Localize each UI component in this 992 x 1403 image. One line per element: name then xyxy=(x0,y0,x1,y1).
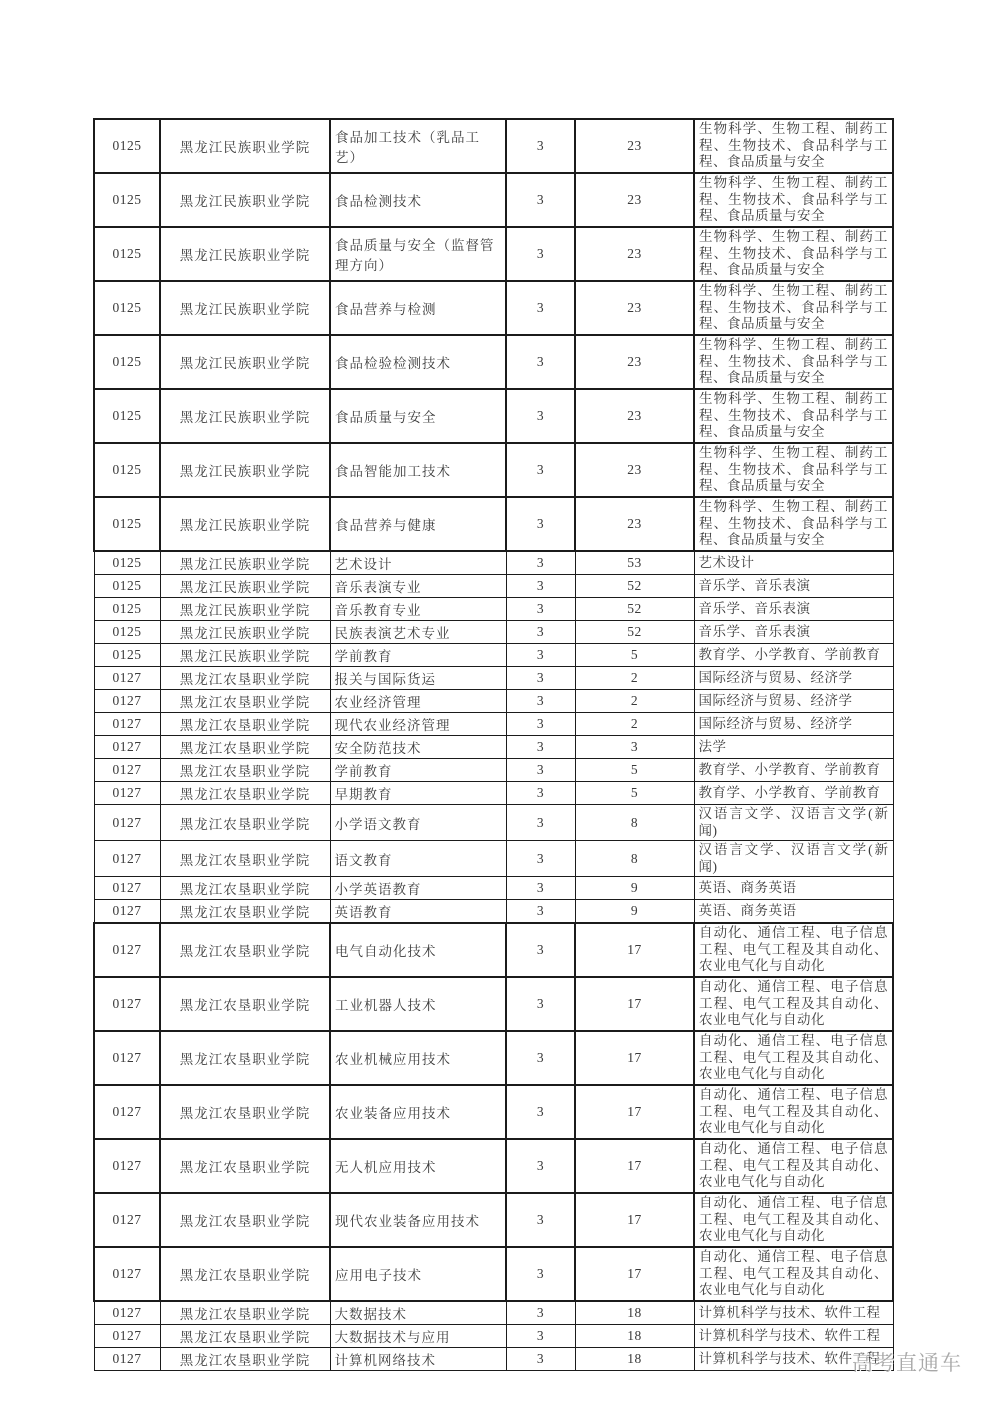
cell-related: 生物科学、生物工程、制药工程、生物技术、食品科学与工程、食品质量与安全 xyxy=(694,119,893,173)
table-row xyxy=(94,443,893,497)
cell-count: 17 xyxy=(575,1247,694,1301)
cell-college: 黑龙江农垦职业学院 xyxy=(160,1085,330,1139)
cell-count: 23 xyxy=(575,119,694,173)
cell-major: 小学语文教育 xyxy=(330,805,506,841)
cell-count: 17 xyxy=(575,1031,694,1085)
cell-code: 0127 xyxy=(94,690,160,713)
cell-college: 黑龙江民族职业学院 xyxy=(160,173,330,227)
cell-college: 黑龙江农垦职业学院 xyxy=(160,923,330,977)
cell-count: 18 xyxy=(575,1301,694,1325)
cell-related: 音乐学、音乐表演 xyxy=(694,575,893,598)
cell-code: 0125 xyxy=(94,644,160,667)
cell-related: 国际经济与贸易、经济学 xyxy=(694,713,893,736)
cell-code: 0127 xyxy=(94,1247,160,1301)
cell-related: 法学 xyxy=(694,736,893,759)
cell-years: 3 xyxy=(506,1348,575,1371)
cell-college: 黑龙江民族职业学院 xyxy=(160,443,330,497)
cell-code: 0127 xyxy=(94,1139,160,1193)
cell-code: 0125 xyxy=(94,119,160,173)
cell-count: 9 xyxy=(575,877,694,900)
cell-code: 0127 xyxy=(94,1085,160,1139)
table-row xyxy=(94,119,893,173)
cell-years: 3 xyxy=(506,841,575,877)
table-row xyxy=(94,805,893,841)
table-row xyxy=(94,551,893,575)
cell-code: 0127 xyxy=(94,1193,160,1247)
cell-years: 3 xyxy=(506,497,575,551)
cell-related: 生物科学、生物工程、制药工程、生物技术、食品科学与工程、食品质量与安全 xyxy=(694,281,893,335)
cell-college: 黑龙江农垦职业学院 xyxy=(160,977,330,1031)
cell-related: 生物科学、生物工程、制药工程、生物技术、食品科学与工程、食品质量与安全 xyxy=(694,335,893,389)
cell-related: 生物科学、生物工程、制药工程、生物技术、食品科学与工程、食品质量与安全 xyxy=(694,443,893,497)
table-row xyxy=(94,1139,893,1193)
cell-college: 黑龙江民族职业学院 xyxy=(160,621,330,644)
table-row xyxy=(94,1325,893,1348)
cell-years: 3 xyxy=(506,1193,575,1247)
cell-years: 3 xyxy=(506,782,575,805)
cell-major: 大数据技术与应用 xyxy=(330,1325,506,1348)
cell-college: 黑龙江农垦职业学院 xyxy=(160,759,330,782)
cell-college: 黑龙江民族职业学院 xyxy=(160,551,330,575)
cell-count: 52 xyxy=(575,621,694,644)
cell-college: 黑龙江农垦职业学院 xyxy=(160,1139,330,1193)
cell-years: 3 xyxy=(506,690,575,713)
cell-count: 23 xyxy=(575,389,694,443)
cell-count: 5 xyxy=(575,759,694,782)
cell-count: 2 xyxy=(575,667,694,690)
cell-related: 生物科学、生物工程、制药工程、生物技术、食品科学与工程、食品质量与安全 xyxy=(694,497,893,551)
cell-count: 53 xyxy=(575,551,694,575)
cell-college: 黑龙江农垦职业学院 xyxy=(160,667,330,690)
cell-count: 2 xyxy=(575,713,694,736)
cell-major: 食品检测技术 xyxy=(330,173,506,227)
cell-related: 音乐学、音乐表演 xyxy=(694,598,893,621)
cell-years: 3 xyxy=(506,1301,575,1325)
cell-related: 自动化、通信工程、电子信息工程、电气工程及其自动化、农业电气化与自动化 xyxy=(694,1193,893,1247)
cell-code: 0125 xyxy=(94,443,160,497)
cell-major: 食品智能加工技术 xyxy=(330,443,506,497)
cell-code: 0127 xyxy=(94,841,160,877)
table-row xyxy=(94,644,893,667)
cell-count: 2 xyxy=(575,690,694,713)
cell-college: 黑龙江农垦职业学院 xyxy=(160,782,330,805)
cell-years: 3 xyxy=(506,1139,575,1193)
table-row xyxy=(94,281,893,335)
cell-major: 艺术设计 xyxy=(330,551,506,575)
table-row xyxy=(94,1247,893,1301)
cell-major: 电气自动化技术 xyxy=(330,923,506,977)
table-row xyxy=(94,598,893,621)
cell-years: 3 xyxy=(506,977,575,1031)
cell-related: 生物科学、生物工程、制药工程、生物技术、食品科学与工程、食品质量与安全 xyxy=(694,227,893,281)
cell-years: 3 xyxy=(506,736,575,759)
cell-years: 3 xyxy=(506,877,575,900)
cell-count: 17 xyxy=(575,1085,694,1139)
cell-college: 黑龙江民族职业学院 xyxy=(160,389,330,443)
cell-years: 3 xyxy=(506,389,575,443)
cell-related: 英语、商务英语 xyxy=(694,877,893,900)
cell-major: 学前教育 xyxy=(330,759,506,782)
cell-related: 计算机科学与技术、软件工程 xyxy=(694,1348,893,1371)
cell-major: 食品质量与安全 xyxy=(330,389,506,443)
cell-years: 3 xyxy=(506,443,575,497)
table-row xyxy=(94,1193,893,1247)
cell-related: 自动化、通信工程、电子信息工程、电气工程及其自动化、农业电气化与自动化 xyxy=(694,1031,893,1085)
cell-code: 0127 xyxy=(94,736,160,759)
cell-code: 0125 xyxy=(94,281,160,335)
cell-code: 0125 xyxy=(94,173,160,227)
cell-college: 黑龙江农垦职业学院 xyxy=(160,1301,330,1325)
table-row xyxy=(94,621,893,644)
cell-major: 现代农业经济管理 xyxy=(330,713,506,736)
cell-related: 国际经济与贸易、经济学 xyxy=(694,667,893,690)
cell-college: 黑龙江民族职业学院 xyxy=(160,497,330,551)
cell-code: 0125 xyxy=(94,551,160,575)
cell-college: 黑龙江农垦职业学院 xyxy=(160,736,330,759)
cell-major: 计算机网络技术 xyxy=(330,1348,506,1371)
cell-college: 黑龙江农垦职业学院 xyxy=(160,877,330,900)
cell-college: 黑龙江农垦职业学院 xyxy=(160,713,330,736)
cell-related: 生物科学、生物工程、制药工程、生物技术、食品科学与工程、食品质量与安全 xyxy=(694,389,893,443)
cell-major: 小学英语教育 xyxy=(330,877,506,900)
cell-years: 3 xyxy=(506,281,575,335)
cell-count: 8 xyxy=(575,841,694,877)
cell-college: 黑龙江民族职业学院 xyxy=(160,598,330,621)
cell-code: 0125 xyxy=(94,575,160,598)
table-row xyxy=(94,497,893,551)
cell-major: 应用电子技术 xyxy=(330,1247,506,1301)
cell-college: 黑龙江农垦职业学院 xyxy=(160,1031,330,1085)
cell-related: 教育学、小学教育、学前教育 xyxy=(694,644,893,667)
cell-related: 自动化、通信工程、电子信息工程、电气工程及其自动化、农业电气化与自动化 xyxy=(694,1139,893,1193)
cell-years: 3 xyxy=(506,923,575,977)
cell-years: 3 xyxy=(506,598,575,621)
cell-count: 17 xyxy=(575,977,694,1031)
cell-years: 3 xyxy=(506,644,575,667)
table-row xyxy=(94,335,893,389)
cell-related: 计算机科学与技术、软件工程 xyxy=(694,1325,893,1348)
cell-major: 民族表演艺术专业 xyxy=(330,621,506,644)
cell-college: 黑龙江民族职业学院 xyxy=(160,281,330,335)
cell-count: 23 xyxy=(575,497,694,551)
cell-count: 18 xyxy=(575,1348,694,1371)
cell-major: 语文教育 xyxy=(330,841,506,877)
cell-college: 黑龙江农垦职业学院 xyxy=(160,805,330,841)
cell-major: 报关与国际货运 xyxy=(330,667,506,690)
cell-code: 0127 xyxy=(94,1325,160,1348)
cell-related: 英语、商务英语 xyxy=(694,900,893,924)
table-row xyxy=(94,736,893,759)
cell-college: 黑龙江民族职业学院 xyxy=(160,335,330,389)
table-row xyxy=(94,900,893,924)
cell-code: 0125 xyxy=(94,389,160,443)
cell-code: 0127 xyxy=(94,1031,160,1085)
watermark-text: 高考直通车 xyxy=(852,1352,962,1375)
cell-years: 3 xyxy=(506,119,575,173)
admissions-table xyxy=(93,118,894,1371)
cell-college: 黑龙江农垦职业学院 xyxy=(160,1193,330,1247)
cell-code: 0127 xyxy=(94,805,160,841)
cell-years: 3 xyxy=(506,551,575,575)
table-row xyxy=(94,1301,893,1325)
cell-code: 0125 xyxy=(94,497,160,551)
table-row xyxy=(94,877,893,900)
cell-count: 5 xyxy=(575,782,694,805)
cell-count: 23 xyxy=(575,227,694,281)
cell-count: 23 xyxy=(575,173,694,227)
cell-major: 现代农业装备应用技术 xyxy=(330,1193,506,1247)
cell-college: 黑龙江农垦职业学院 xyxy=(160,690,330,713)
cell-code: 0127 xyxy=(94,1301,160,1325)
cell-related: 艺术设计 xyxy=(694,551,893,575)
cell-years: 3 xyxy=(506,173,575,227)
cell-years: 3 xyxy=(506,335,575,389)
cell-code: 0127 xyxy=(94,759,160,782)
cell-college: 黑龙江农垦职业学院 xyxy=(160,1348,330,1371)
admissions-table-body xyxy=(94,119,893,1371)
cell-related: 教育学、小学教育、学前教育 xyxy=(694,782,893,805)
table-row xyxy=(94,1085,893,1139)
cell-major: 工业机器人技术 xyxy=(330,977,506,1031)
table-row xyxy=(94,690,893,713)
cell-years: 3 xyxy=(506,227,575,281)
cell-college: 黑龙江民族职业学院 xyxy=(160,119,330,173)
cell-major: 英语教育 xyxy=(330,900,506,924)
cell-major: 农业经济管理 xyxy=(330,690,506,713)
cell-count: 3 xyxy=(575,736,694,759)
cell-years: 3 xyxy=(506,667,575,690)
cell-major: 食品质量与安全（监督管理方向） xyxy=(330,227,506,281)
cell-major: 音乐教育专业 xyxy=(330,598,506,621)
cell-years: 3 xyxy=(506,621,575,644)
table-row xyxy=(94,977,893,1031)
cell-related: 汉语言文学、汉语言文学(新闻) xyxy=(694,805,893,841)
cell-code: 0127 xyxy=(94,923,160,977)
cell-code: 0127 xyxy=(94,900,160,924)
table-row xyxy=(94,782,893,805)
cell-years: 3 xyxy=(506,713,575,736)
cell-major: 大数据技术 xyxy=(330,1301,506,1325)
cell-code: 0125 xyxy=(94,598,160,621)
cell-related: 教育学、小学教育、学前教育 xyxy=(694,759,893,782)
cell-related: 汉语言文学、汉语言文学(新闻) xyxy=(694,841,893,877)
cell-major: 食品检验检测技术 xyxy=(330,335,506,389)
cell-related: 音乐学、音乐表演 xyxy=(694,621,893,644)
cell-years: 3 xyxy=(506,1247,575,1301)
cell-code: 0127 xyxy=(94,877,160,900)
cell-college: 黑龙江农垦职业学院 xyxy=(160,1325,330,1348)
table-row xyxy=(94,841,893,877)
cell-college: 黑龙江农垦职业学院 xyxy=(160,900,330,924)
cell-count: 8 xyxy=(575,805,694,841)
cell-years: 3 xyxy=(506,1325,575,1348)
cell-related: 国际经济与贸易、经济学 xyxy=(694,690,893,713)
cell-college: 黑龙江民族职业学院 xyxy=(160,644,330,667)
cell-code: 0127 xyxy=(94,977,160,1031)
cell-years: 3 xyxy=(506,805,575,841)
table-row xyxy=(94,575,893,598)
cell-major: 安全防范技术 xyxy=(330,736,506,759)
cell-count: 18 xyxy=(575,1325,694,1348)
cell-major: 食品加工技术（乳品工艺） xyxy=(330,119,506,173)
table-row xyxy=(94,667,893,690)
cell-count: 17 xyxy=(575,923,694,977)
cell-count: 23 xyxy=(575,335,694,389)
cell-major: 食品营养与检测 xyxy=(330,281,506,335)
cell-count: 23 xyxy=(575,281,694,335)
table-row xyxy=(94,173,893,227)
cell-years: 3 xyxy=(506,1031,575,1085)
cell-years: 3 xyxy=(506,1085,575,1139)
cell-code: 0125 xyxy=(94,621,160,644)
cell-major: 农业装备应用技术 xyxy=(330,1085,506,1139)
cell-major: 早期教育 xyxy=(330,782,506,805)
cell-related: 自动化、通信工程、电子信息工程、电气工程及其自动化、农业电气化与自动化 xyxy=(694,1247,893,1301)
cell-code: 0127 xyxy=(94,1348,160,1371)
cell-college: 黑龙江农垦职业学院 xyxy=(160,1247,330,1301)
cell-major: 学前教育 xyxy=(330,644,506,667)
cell-major: 农业机械应用技术 xyxy=(330,1031,506,1085)
cell-code: 0125 xyxy=(94,227,160,281)
cell-count: 9 xyxy=(575,900,694,924)
cell-years: 3 xyxy=(506,900,575,924)
cell-related: 生物科学、生物工程、制药工程、生物技术、食品科学与工程、食品质量与安全 xyxy=(694,173,893,227)
cell-code: 0127 xyxy=(94,713,160,736)
table-row xyxy=(94,1031,893,1085)
cell-major: 食品营养与健康 xyxy=(330,497,506,551)
cell-count: 5 xyxy=(575,644,694,667)
cell-college: 黑龙江民族职业学院 xyxy=(160,575,330,598)
table-row xyxy=(94,227,893,281)
cell-count: 17 xyxy=(575,1139,694,1193)
cell-years: 3 xyxy=(506,575,575,598)
cell-code: 0125 xyxy=(94,335,160,389)
table-row xyxy=(94,389,893,443)
table-row xyxy=(94,923,893,977)
table-row xyxy=(94,1348,893,1371)
cell-count: 52 xyxy=(575,575,694,598)
cell-related: 自动化、通信工程、电子信息工程、电气工程及其自动化、农业电气化与自动化 xyxy=(694,977,893,1031)
cell-college: 黑龙江民族职业学院 xyxy=(160,227,330,281)
table-row xyxy=(94,759,893,782)
cell-code: 0127 xyxy=(94,782,160,805)
cell-count: 52 xyxy=(575,598,694,621)
cell-related: 自动化、通信工程、电子信息工程、电气工程及其自动化、农业电气化与自动化 xyxy=(694,1085,893,1139)
cell-major: 音乐表演专业 xyxy=(330,575,506,598)
table-row xyxy=(94,713,893,736)
cell-count: 17 xyxy=(575,1193,694,1247)
cell-years: 3 xyxy=(506,759,575,782)
cell-major: 无人机应用技术 xyxy=(330,1139,506,1193)
cell-code: 0127 xyxy=(94,667,160,690)
cell-college: 黑龙江农垦职业学院 xyxy=(160,841,330,877)
cell-related: 计算机科学与技术、软件工程 xyxy=(694,1301,893,1325)
cell-related: 自动化、通信工程、电子信息工程、电气工程及其自动化、农业电气化与自动化 xyxy=(694,923,893,977)
cell-count: 23 xyxy=(575,443,694,497)
